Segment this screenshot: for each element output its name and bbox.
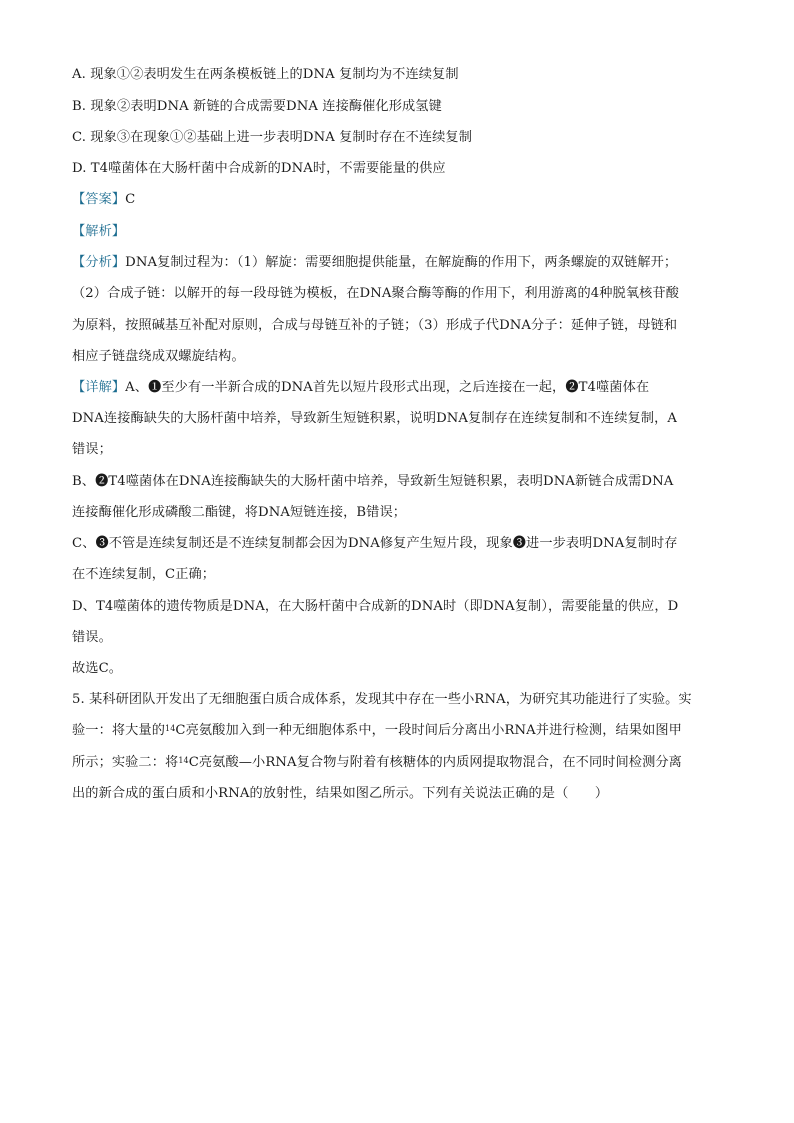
q5-l2-pre: 验一：将大量的: [72, 723, 166, 738]
xiangjie-line-2: DNA连接酶缺失的大肠杆菌中培养，导致新生短链积累，说明DNA复制存在连续复制和不连续复制，A: [72, 411, 677, 426]
question5-line-3: [72, 754, 722, 772]
answer-line: [72, 191, 722, 209]
q5-l3-pre: 所示；实验二：将: [72, 755, 179, 770]
q5-l3-post: C亮氨酸—小RNA复合物与附着有核糖体的内质网提取物混合，在不同时间检测分离: [188, 755, 682, 770]
xiangjie-line-4: B、❷T4噬菌体在DNA连接酶缺失的大肠杆菌中培养，导致新生短链积累，表明DNA新链合成需DNA: [72, 474, 674, 489]
q5-l2-post: C亮氨酸加入到一种无细胞体系中，一段时间后分离出小RNA并进行检测，结果如图甲: [175, 723, 682, 738]
fenxi-tag: 【分析】: [72, 255, 126, 270]
option-a: A. 现象①②表明发生在两条模板链上的DNA 复制均为不连续复制: [72, 67, 459, 82]
option-b: B. 现象②表明DNA 新链的合成需要DNA 连接酶催化形成氢键: [72, 99, 442, 114]
q5-l3-sup: 14: [178, 756, 189, 765]
answer-value: C: [125, 192, 136, 207]
question5-line-1: 5. 某科研团队开发出了无细胞蛋白质合成体系，发现其中存在一些小RNA，为研究其功能进行了实验。实: [72, 692, 692, 707]
q5-l2-sup: 14: [165, 724, 176, 733]
xiangjie-line-8: D、T4噬菌体的遗传物质是DNA，在大肠杆菌中合成新的DNA时（即DNA复制），需要能量的供应，D: [72, 599, 679, 614]
fenxi-line-3: 为原料，按照碱基互补配对原则，合成与母链互补的子链；（3）形成子代DNA分子：延伸子链，母链和: [72, 318, 678, 333]
question5-line-4: 出的新合成的蛋白质和小RNA的放射性，结果如图乙所示。下列有关说法正确的是（ ）: [72, 786, 609, 801]
fenxi-line-2: （2）合成子链：以解开的每一段母链为模板，在DNA聚合酶等酶的作用下，利用游离的4种脱氧核苷酸: [72, 286, 679, 301]
xiangjie-line-1: [72, 379, 722, 397]
xiangjie-line-3: 错误；: [72, 442, 112, 457]
question5-line-2: [72, 722, 722, 740]
xiangjie-line-5: 连接酶催化形成磷酸二酯键，将DNA短链连接，B错误；: [72, 505, 407, 520]
analysis-tag: 【解析】: [72, 224, 126, 239]
fenxi-text-1: DNA复制过程为：（1）解旋：需要细胞提供能量，在解旋酶的作用下，两条螺旋的双链解开；: [125, 255, 678, 270]
xiangjie-line-9: 错误。: [72, 630, 112, 645]
xiangjie-tag: 【详解】: [72, 380, 126, 395]
fenxi-line-4: 相应子链盘绕成双螺旋结构。: [72, 349, 245, 364]
answer-tag: 【答案】: [72, 192, 126, 207]
option-c: C. 现象③在现象①②基础上进一步表明DNA 复制时存在不连续复制: [72, 130, 473, 145]
xiangjie-line-7: 在不连续复制，C正确；: [72, 567, 216, 582]
fenxi-line-1: [72, 254, 722, 272]
xiangjie-line-6: C、❸不管是连续复制还是不连续复制都会因为DNA修复产生短片段，现象❸进一步表明DNA复制时存: [72, 536, 678, 551]
xiangjie-text-1: A、❶至少有一半新合成的DNA首先以短片段形式出现，之后连接在一起，❷T4噬菌体在: [125, 380, 650, 395]
option-d: D. T4噬菌体在大肠杆菌中合成新的DNA时，不需要能量的供应: [72, 161, 446, 176]
analysis-heading: [72, 223, 722, 241]
xiangjie-line-10: 故选C。: [72, 661, 123, 676]
